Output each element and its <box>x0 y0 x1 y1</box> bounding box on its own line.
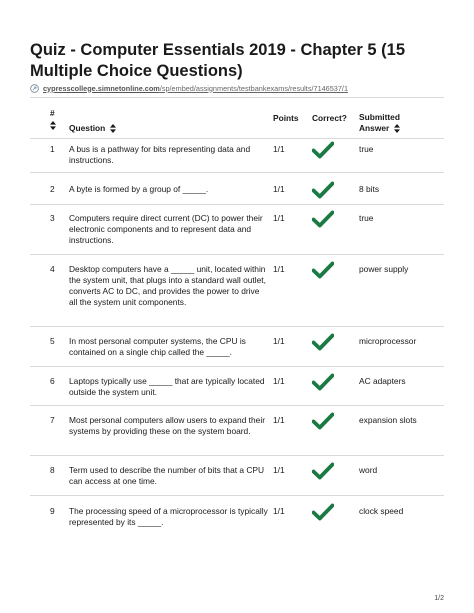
correct-indicator <box>312 333 334 354</box>
checkmark-icon <box>312 261 334 279</box>
points-value: 1/1 <box>273 264 285 274</box>
row-divider <box>30 172 444 173</box>
header-num-label: # <box>50 108 55 118</box>
sort-icon <box>50 121 56 130</box>
url-host[interactable]: cypresscollege.simnetonline.com <box>43 83 160 93</box>
correct-indicator <box>312 141 334 162</box>
header-divider <box>30 138 444 139</box>
source-url[interactable] <box>30 82 450 94</box>
row-divider <box>30 495 444 496</box>
correct-indicator <box>312 503 334 524</box>
question-number: 7 <box>50 415 55 425</box>
question-text: Desktop computers have a _____ unit, located within the system unit, that plugs into a standard wall outlet, converts AC to DC, and provides the power to drive all the system unit components. <box>69 264 266 307</box>
submitted-answer: word <box>359 465 378 475</box>
submitted-answer: 8 bits <box>359 184 380 194</box>
checkmark-icon <box>312 412 334 430</box>
checkmark-icon <box>312 181 334 199</box>
question-text: The processing speed of a microprocessor is typically represented by its _____. <box>69 506 268 527</box>
question-text: A bus is a pathway for bits representing data and instructions. <box>69 144 251 165</box>
row-divider <box>30 326 444 327</box>
question-number: 4 <box>50 264 55 274</box>
correct-indicator <box>312 412 334 433</box>
question-number: 8 <box>50 465 55 475</box>
checkmark-icon <box>312 210 334 228</box>
correct-indicator <box>312 261 334 282</box>
points-value: 1/1 <box>273 336 285 346</box>
row-divider <box>30 204 444 205</box>
submitted-answer: true <box>359 144 374 154</box>
header-question-label: Question <box>69 123 106 133</box>
submitted-answer: expansion slots <box>359 415 417 425</box>
points-value: 1/1 <box>273 506 285 516</box>
submitted-answer: AC adapters <box>359 376 406 386</box>
question-text: Most personal computers allow users to expand their systems by providing these on the system board. <box>69 415 265 436</box>
url-path[interactable]: /sp/embed/assignments/testbankexams/results/7146537/1 <box>159 83 349 93</box>
correct-indicator <box>312 181 334 202</box>
correct-indicator <box>312 373 334 394</box>
points-value: 1/1 <box>273 144 285 154</box>
sort-icon <box>110 124 116 133</box>
question-number: 2 <box>50 184 55 194</box>
header-correct: Correct? <box>312 113 347 123</box>
checkmark-icon <box>312 141 334 159</box>
header-submitted-line1: Submitted <box>359 112 400 122</box>
points-value: 1/1 <box>273 213 285 223</box>
submitted-answer: clock speed <box>359 506 404 516</box>
question-text: Term used to describe the number of bits that a CPU can access at one time. <box>69 465 265 486</box>
checkmark-icon <box>312 333 334 351</box>
row-divider <box>30 455 444 456</box>
correct-indicator <box>312 210 334 231</box>
link-icon <box>30 84 39 93</box>
submitted-answer: microprocessor <box>359 336 417 346</box>
checkmark-icon <box>312 462 334 480</box>
question-text: In most personal computer systems, the CPU is contained on a single chip called the _____. <box>69 336 246 357</box>
question-number: 3 <box>50 213 55 223</box>
question-number: 1 <box>50 144 55 154</box>
question-number: 6 <box>50 376 55 386</box>
header-submitted-answer[interactable] <box>359 112 400 134</box>
points-value: 1/1 <box>273 465 285 475</box>
header-submitted-line2: Answer <box>359 123 390 133</box>
question-text: A byte is formed by a group of _____. <box>69 184 209 194</box>
row-divider <box>30 254 444 255</box>
points-value: 1/1 <box>273 184 285 194</box>
header-question[interactable] <box>69 123 116 134</box>
points-value: 1/1 <box>273 376 285 386</box>
question-text: Laptops typically use _____ that are typically located outside the system unit. <box>69 376 265 397</box>
page-number: 1/2 <box>434 595 444 602</box>
checkmark-icon <box>312 373 334 391</box>
header-num[interactable] <box>50 108 56 130</box>
correct-indicator <box>312 462 334 483</box>
checkmark-icon <box>312 503 334 521</box>
points-value: 1/1 <box>273 415 285 425</box>
table-header <box>30 108 444 138</box>
row-divider <box>30 405 444 406</box>
question-number: 5 <box>50 336 55 346</box>
submitted-answer: power supply <box>359 264 409 274</box>
submitted-answer: true <box>359 213 374 223</box>
divider <box>30 97 444 98</box>
page-title: Quiz - Computer Essentials 2019 - Chapter 5 (15 Multiple Choice Questions) <box>30 41 406 80</box>
sort-icon <box>394 124 400 133</box>
question-number: 9 <box>50 506 55 516</box>
row-divider <box>30 366 444 367</box>
header-points: Points <box>273 113 299 123</box>
question-text: Computers require direct current (DC) to power their electronic components and to represent data and instructions. <box>69 213 263 245</box>
